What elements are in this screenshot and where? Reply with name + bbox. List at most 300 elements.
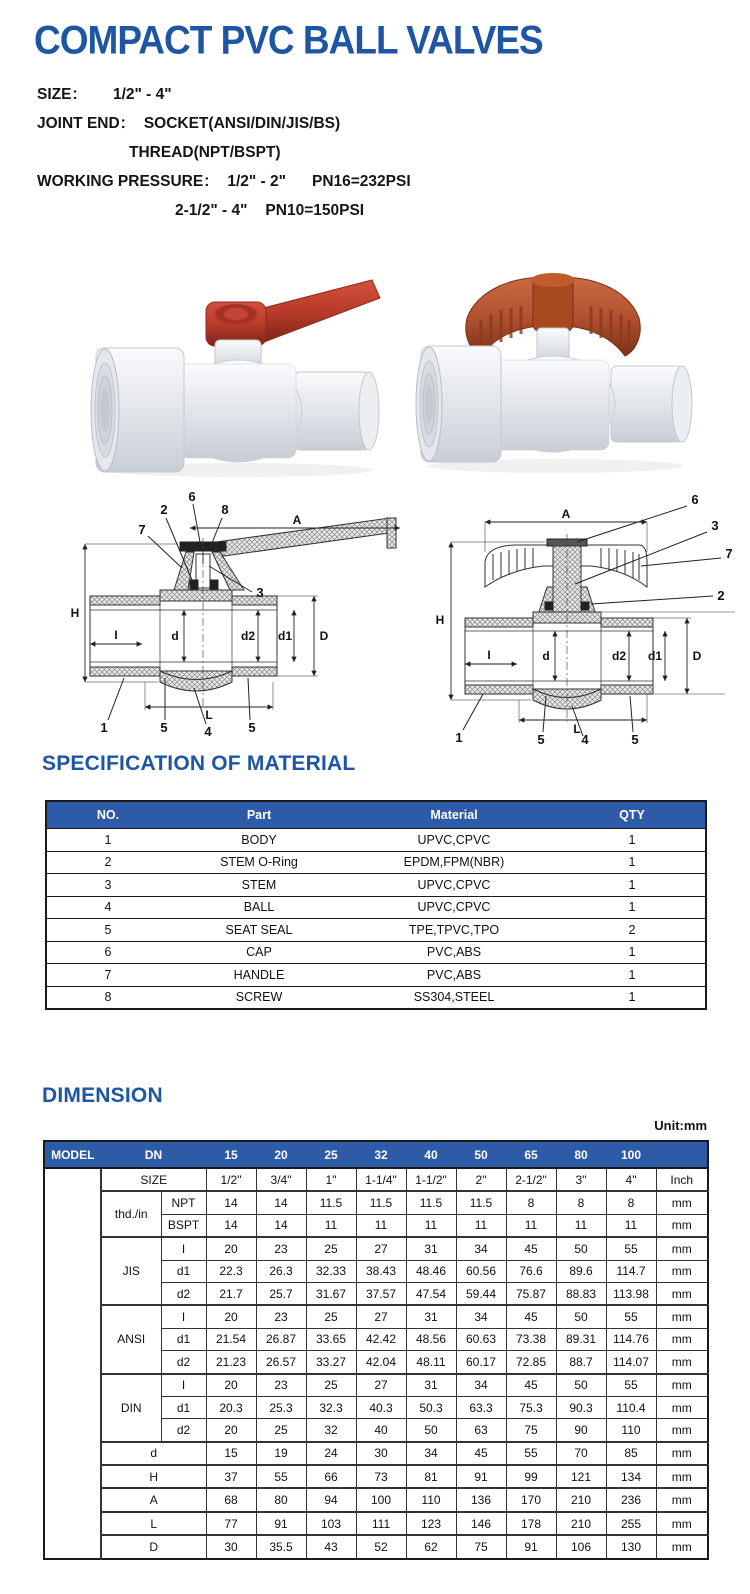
callout-8: 8 [221, 502, 229, 517]
dim-value-cell: 75.3 [506, 1396, 556, 1418]
dim-value-cell: 25 [306, 1305, 356, 1328]
dim-value-cell: 14 [206, 1214, 256, 1237]
dim-value-cell: 130 [606, 1535, 656, 1558]
size-line [37, 80, 411, 109]
dim-value-cell: 50 [556, 1374, 606, 1397]
spec-cell: 3 [46, 874, 169, 897]
dim-value-cell: 123 [406, 1512, 456, 1535]
dim-header-dn-value: 15 [206, 1141, 256, 1168]
dim-unit-cell: mm [656, 1351, 708, 1374]
dim-value-cell: 106 [556, 1535, 606, 1558]
dim-value-cell: 25 [256, 1419, 306, 1442]
dim-value-cell: 4" [606, 1168, 656, 1191]
dim-value-cell: 52 [356, 1535, 406, 1558]
dim-value-cell: 43 [306, 1535, 356, 1558]
dim-header-dn-value: 20 [256, 1141, 306, 1168]
pressure-label: WORKING PRESSURE： [37, 173, 219, 190]
butterfly-valve-photo [415, 266, 697, 474]
joint-end-line [37, 109, 411, 138]
dim-d: d [171, 629, 179, 643]
dim-value-cell: 20 [206, 1374, 256, 1397]
unit-note: Unit:mm [654, 1118, 707, 1133]
dim-value-cell: 1-1/2" [406, 1168, 456, 1191]
dim-value-cell: 48.11 [406, 1351, 456, 1374]
dim-value-cell: 27 [356, 1237, 406, 1260]
dim-value-cell: 33.65 [306, 1328, 356, 1350]
spec-cell: SS304,STEEL [413, 990, 495, 1005]
dim-value-cell: 114.7 [606, 1260, 656, 1282]
dim-value-cell: 110 [406, 1488, 456, 1511]
dim-value-cell: 75 [456, 1535, 506, 1558]
dim-value-cell: 1/2" [206, 1168, 256, 1191]
pressure-line-2 [37, 196, 411, 225]
dim-unit-cell: mm [656, 1465, 708, 1488]
dim-d2: d2 [240, 629, 256, 643]
dim-unit-cell: mm [656, 1214, 708, 1237]
spec-cell: UPVC,CPVC [349, 829, 559, 852]
spec-cell: STEM [169, 874, 349, 897]
dim-value-cell: 50 [406, 1419, 456, 1442]
spec-row [46, 851, 706, 874]
lever-section-svg [62, 492, 407, 740]
dim-value-cell: 31.67 [306, 1282, 356, 1305]
spec-cell: 4 [46, 896, 169, 919]
spec-cell: 1 [559, 874, 706, 897]
pressure-range-1: 1/2" - 2" [227, 173, 286, 190]
dim-I: I [487, 648, 491, 662]
dim-value-cell: 37.57 [356, 1282, 406, 1305]
dim-value-cell: 42.04 [356, 1351, 406, 1374]
spec-cell: 1 [559, 896, 706, 919]
dim-unit-cell: mm [656, 1305, 708, 1328]
pressure-value-2: PN10=150PSI [265, 202, 365, 219]
callout-7: 7 [725, 546, 733, 561]
dim-value-cell: 40.3 [356, 1396, 406, 1418]
dim-value-cell: 60.17 [456, 1351, 506, 1374]
dim-value-cell: 8 [506, 1191, 556, 1214]
spec-header-material: Material [349, 801, 559, 829]
dim-value-cell: 11.5 [306, 1191, 356, 1214]
callout-6: 6 [188, 492, 196, 504]
dim-group-cell: JIS [101, 1237, 161, 1305]
photo-lever-valve [88, 260, 390, 478]
dim-value-cell: 91 [256, 1512, 306, 1535]
dim-row [44, 1237, 708, 1260]
dim-value-cell: 76.6 [506, 1260, 556, 1282]
spec-cell: 2 [46, 851, 169, 874]
spec-header-row [46, 801, 706, 829]
dim-unit-cell: mm [656, 1237, 708, 1260]
dim-label-cell: d1 [161, 1260, 206, 1282]
dim-value-cell: 23 [256, 1237, 306, 1260]
dim-value-cell: 27 [356, 1374, 406, 1397]
spec-row [46, 964, 706, 987]
dim-group-cell: DIN [101, 1374, 161, 1442]
dim-L: L [205, 708, 213, 722]
spec-cell: 1 [559, 829, 706, 852]
dim-value-cell: 66 [306, 1465, 356, 1488]
dim-value-cell: 55 [606, 1305, 656, 1328]
dim-value-cell: 31 [406, 1374, 456, 1397]
spec-table-body [46, 829, 706, 1010]
spec-cell: STEM O-Ring [169, 851, 349, 874]
spec-row [46, 829, 706, 852]
dim-L: L [573, 722, 581, 736]
spec-cell: 7 [46, 964, 169, 987]
butterfly-section-svg [425, 492, 750, 744]
dimension-section-title: DIMENSION [42, 1084, 163, 1107]
pressure-value-1: PN16=232PSI [311, 173, 411, 190]
diagram-lever-section [62, 492, 407, 740]
dim-value-cell: 70 [556, 1442, 606, 1465]
dim-label-cell: d2 [161, 1351, 206, 1374]
dim-model-cell [44, 1168, 101, 1559]
dim-value-cell: 34 [456, 1374, 506, 1397]
dim-label-cell: d1 [161, 1328, 206, 1350]
dim-label-cell: d2 [161, 1419, 206, 1442]
spec-cell: UPVC,CPVC [349, 896, 559, 919]
dim-header-dn-value: 40 [406, 1141, 456, 1168]
dim-unit-cell: mm [656, 1260, 708, 1282]
lever-valve-photo [88, 260, 390, 478]
dim-value-cell: 170 [506, 1488, 556, 1511]
dim-value-cell: 59.44 [456, 1282, 506, 1305]
dim-value-cell: 8 [606, 1191, 656, 1214]
callout-1: 1 [100, 720, 108, 735]
dim-value-cell: 2-1/2" [506, 1168, 556, 1191]
dim-value-cell: 63.3 [456, 1396, 506, 1418]
dim-value-cell: 32.33 [306, 1260, 356, 1282]
dim-value-cell: 40 [356, 1419, 406, 1442]
dim-A: A [292, 513, 302, 527]
size-value: 1/2" - 4" [112, 86, 172, 103]
dim-value-cell: 236 [606, 1488, 656, 1511]
pressure-range-2: 2-1/2" - 4" [175, 202, 248, 219]
dim-value-cell: 88.7 [556, 1351, 606, 1374]
dim-value-cell: 23 [256, 1374, 306, 1397]
dim-value-cell: 34 [456, 1305, 506, 1328]
dim-value-cell: 73 [356, 1465, 406, 1488]
spec-cell: PVC,ABS [349, 964, 559, 987]
dim-unit-cell: mm [656, 1191, 708, 1214]
dim-value-cell: 3" [556, 1168, 606, 1191]
dim-table-head [44, 1141, 708, 1168]
callout-3: 3 [256, 585, 264, 600]
dim-value-cell: 75 [506, 1419, 556, 1442]
dim-value-cell: 11.5 [456, 1191, 506, 1214]
dim-label-cell: BSPT [161, 1214, 206, 1237]
dim-row [44, 1512, 708, 1535]
callout-6: 6 [691, 492, 699, 507]
spec-cell: BODY [169, 829, 349, 852]
dim-value-cell: 146 [456, 1512, 506, 1535]
spec-header-part: Part [169, 801, 349, 829]
callout-5a: 5 [160, 720, 168, 735]
dim-value-cell: 3/4" [256, 1168, 306, 1191]
callout-3: 3 [711, 518, 719, 533]
callout-1: 1 [455, 730, 463, 744]
spec-cell: 1 [46, 829, 169, 852]
spec-row [46, 986, 706, 1009]
dim-value-cell: 68 [206, 1488, 256, 1511]
dim-row [44, 1488, 708, 1511]
dim-label-cell: A [101, 1488, 206, 1511]
dim-value-cell: 90 [556, 1419, 606, 1442]
dim-value-cell: 55 [606, 1374, 656, 1397]
dim-header-dn-value: 100 [606, 1141, 656, 1168]
callout-2: 2 [160, 502, 168, 517]
dim-label-cell: I [161, 1374, 206, 1397]
dim-value-cell: 20 [206, 1305, 256, 1328]
dim-value-cell: 80 [256, 1488, 306, 1511]
spec-cell: HANDLE [169, 964, 349, 987]
dim-value-cell: 27 [356, 1305, 406, 1328]
spec-cell: 1 [559, 851, 706, 874]
dim-value-cell: 25.7 [256, 1282, 306, 1305]
dim-header-row [44, 1141, 708, 1168]
dim-value-cell: 22.3 [206, 1260, 256, 1282]
dim-value-cell: 75.87 [506, 1282, 556, 1305]
dim-value-cell: 20 [206, 1419, 256, 1442]
dim-value-cell: 33.27 [306, 1351, 356, 1374]
pressure-line-1 [37, 167, 411, 196]
dim-value-cell: 23 [256, 1305, 306, 1328]
dim-value-cell: 26.87 [256, 1328, 306, 1350]
dim-unit-cell: mm [656, 1535, 708, 1558]
dim-value-cell: 21.23 [206, 1351, 256, 1374]
spec-cell: 1 [559, 964, 706, 987]
dim-value-cell: 111 [356, 1512, 406, 1535]
spec-row [46, 874, 706, 897]
dim-value-cell: 50 [556, 1305, 606, 1328]
dim-value-cell: 85 [606, 1442, 656, 1465]
dim-value-cell: 11.5 [406, 1191, 456, 1214]
dim-value-cell: 30 [356, 1442, 406, 1465]
dim-value-cell: 77 [206, 1512, 256, 1535]
dim-row [44, 1168, 708, 1191]
dim-unit-cell: mm [656, 1374, 708, 1397]
spec-row [46, 919, 706, 942]
dim-value-cell: 37 [206, 1465, 256, 1488]
dim-D: D [692, 649, 702, 663]
dim-value-cell: 134 [606, 1465, 656, 1488]
callout-5b: 5 [248, 720, 256, 735]
dim-label-cell: SIZE [101, 1168, 206, 1191]
dim-row [44, 1535, 708, 1558]
dim-value-cell: 45 [456, 1442, 506, 1465]
spec-cell: 2 [559, 919, 706, 942]
dim-value-cell: 113.98 [606, 1282, 656, 1305]
dim-value-cell: 114.76 [606, 1328, 656, 1350]
dim-value-cell: 210 [556, 1512, 606, 1535]
dim-label-cell: I [161, 1305, 206, 1328]
intro-specs [37, 80, 411, 225]
callout-4: 4 [581, 732, 589, 744]
spec-cell: 1 [628, 990, 636, 1005]
dim-value-cell: 45 [506, 1374, 556, 1397]
dim-value-cell: 48.56 [406, 1328, 456, 1350]
spec-cell: SEAT SEAL [169, 919, 349, 942]
dim-label-cell: d [101, 1442, 206, 1465]
dim-unit-cell: mm [656, 1419, 708, 1442]
dim-value-cell: 38.43 [356, 1260, 406, 1282]
dim-label-cell: NPT [161, 1191, 206, 1214]
dim-unit-cell: mm [656, 1442, 708, 1465]
dim-value-cell: 11 [506, 1214, 556, 1237]
dim-unit-cell: mm [656, 1282, 708, 1305]
dim-value-cell: 60.56 [456, 1260, 506, 1282]
dim-value-cell: 14 [206, 1191, 256, 1214]
dim-table [43, 1140, 709, 1560]
spec-table [45, 800, 707, 1010]
dim-value-cell: 26.3 [256, 1260, 306, 1282]
dim-value-cell: 47.54 [406, 1282, 456, 1305]
spec-cell: PVC,ABS [349, 941, 559, 964]
spec-cell: EPDM,FPM(NBR) [349, 851, 559, 874]
dim-value-cell: 35.5 [256, 1535, 306, 1558]
spec-row [46, 896, 706, 919]
dim-value-cell: 11.5 [356, 1191, 406, 1214]
spec-header-no: NO. [46, 801, 169, 829]
dim-D: D [319, 629, 329, 643]
dim-value-cell: 45 [506, 1237, 556, 1260]
joint-label: JOINT END： [37, 115, 136, 132]
page-title: COMPACT PVC BALL VALVES [34, 18, 543, 63]
dim-label-cell: I [161, 1237, 206, 1260]
callout-7: 7 [138, 522, 146, 537]
dim-value-cell: 94 [306, 1488, 356, 1511]
dim-d2: d2 [611, 649, 627, 663]
dim-unit-cell: mm [656, 1488, 708, 1511]
spec-cell: 6 [46, 941, 169, 964]
dim-value-cell: 62 [406, 1535, 456, 1558]
dim-label-cell: d1 [161, 1396, 206, 1418]
dim-value-cell: 103 [306, 1512, 356, 1535]
dim-value-cell: 45 [506, 1305, 556, 1328]
dim-value-cell: 121 [556, 1465, 606, 1488]
dim-label-cell: D [101, 1535, 206, 1558]
dim-value-cell: 21.7 [206, 1282, 256, 1305]
dim-value-cell: 20 [206, 1237, 256, 1260]
dim-label-cell: d2 [161, 1282, 206, 1305]
dim-d: d [542, 649, 550, 663]
dim-value-cell: 42.42 [356, 1328, 406, 1350]
dim-value-cell: 90.3 [556, 1396, 606, 1418]
dim-row [44, 1191, 708, 1214]
dim-unit-cell: mm [656, 1328, 708, 1350]
dim-value-cell: 25 [306, 1374, 356, 1397]
spec-cell: UPVC,CPVC [349, 874, 559, 897]
dim-value-cell: 21.54 [206, 1328, 256, 1350]
dim-row [44, 1305, 708, 1328]
dim-unit-cell: Inch [656, 1168, 708, 1191]
dim-group-cell: thd./in [101, 1191, 161, 1237]
dim-value-cell: 11 [356, 1214, 406, 1237]
dim-row [44, 1374, 708, 1397]
dim-group-cell: ANSI [101, 1305, 161, 1373]
callout-5a: 5 [537, 732, 545, 744]
dim-value-cell: 11 [456, 1214, 506, 1237]
dim-value-cell: 50 [556, 1237, 606, 1260]
dim-value-cell: 50.3 [406, 1396, 456, 1418]
dim-value-cell: 73.38 [506, 1328, 556, 1350]
dim-label-cell: L [101, 1512, 206, 1535]
callout-5b: 5 [631, 732, 639, 744]
dim-value-cell: 15 [206, 1442, 256, 1465]
dim-value-cell: 48.46 [406, 1260, 456, 1282]
dim-value-cell: 25.3 [256, 1396, 306, 1418]
diagram-butterfly-section [425, 492, 750, 744]
dim-value-cell: 55 [606, 1237, 656, 1260]
spec-row [46, 941, 706, 964]
callout-4: 4 [204, 724, 212, 739]
dim-value-cell: 72.85 [506, 1351, 556, 1374]
dim-value-cell: 91 [456, 1465, 506, 1488]
spec-cell: TPE,TPVC,TPO [349, 919, 559, 942]
dim-value-cell: 11 [606, 1214, 656, 1237]
photo-butterfly-valve [415, 266, 697, 474]
dim-value-cell: 255 [606, 1512, 656, 1535]
dim-H: H [70, 606, 80, 620]
dim-value-cell: 24 [306, 1442, 356, 1465]
spec-cell: CAP [169, 941, 349, 964]
dim-value-cell: 55 [256, 1465, 306, 1488]
size-label: SIZE： [37, 86, 87, 103]
dim-value-cell: 34 [406, 1442, 456, 1465]
dim-header-dn: DN [101, 1141, 206, 1168]
joint-thread-line [37, 138, 411, 167]
dim-value-cell: 11 [306, 1214, 356, 1237]
dim-header-unit [656, 1141, 708, 1168]
dim-value-cell: 89.6 [556, 1260, 606, 1282]
dim-A: A [561, 507, 571, 521]
dim-unit-cell: mm [656, 1396, 708, 1418]
dim-value-cell: 136 [456, 1488, 506, 1511]
dim-value-cell: 2" [456, 1168, 506, 1191]
dim-label-cell: H [101, 1465, 206, 1488]
dim-value-cell: 55 [506, 1442, 556, 1465]
dim-value-cell: 81 [406, 1465, 456, 1488]
dim-table-body [44, 1168, 708, 1559]
dim-value-cell: 114.07 [606, 1351, 656, 1374]
dim-H: H [435, 613, 445, 627]
dim-row [44, 1465, 708, 1488]
dim-value-cell: 178 [506, 1512, 556, 1535]
dim-row [44, 1442, 708, 1465]
spec-cell: SCREW [235, 990, 283, 1005]
dim-value-cell: 19 [256, 1442, 306, 1465]
dim-value-cell: 30 [206, 1535, 256, 1558]
dim-unit-cell: mm [656, 1512, 708, 1535]
spec-section-title: SPECIFICATION OF MATERIAL [42, 752, 356, 775]
dim-value-cell: 89.31 [556, 1328, 606, 1350]
dim-value-cell: 32 [306, 1419, 356, 1442]
dim-value-cell: 99 [506, 1465, 556, 1488]
dim-value-cell: 1" [306, 1168, 356, 1191]
dim-value-cell: 11 [556, 1214, 606, 1237]
spec-header-qty: QTY [559, 801, 706, 829]
dim-header-dn-value: 65 [506, 1141, 556, 1168]
joint-socket-value: SOCKET(ANSI/DIN/JIS/BS) [143, 115, 341, 132]
dim-header-dn-value: 80 [556, 1141, 606, 1168]
dim-value-cell: 110.4 [606, 1396, 656, 1418]
dim-value-cell: 60.63 [456, 1328, 506, 1350]
valve-body [91, 348, 379, 472]
spec-cell: 1 [559, 941, 706, 964]
dim-value-cell: 25 [306, 1237, 356, 1260]
dim-value-cell: 14 [256, 1191, 306, 1214]
dim-value-cell: 88.83 [556, 1282, 606, 1305]
